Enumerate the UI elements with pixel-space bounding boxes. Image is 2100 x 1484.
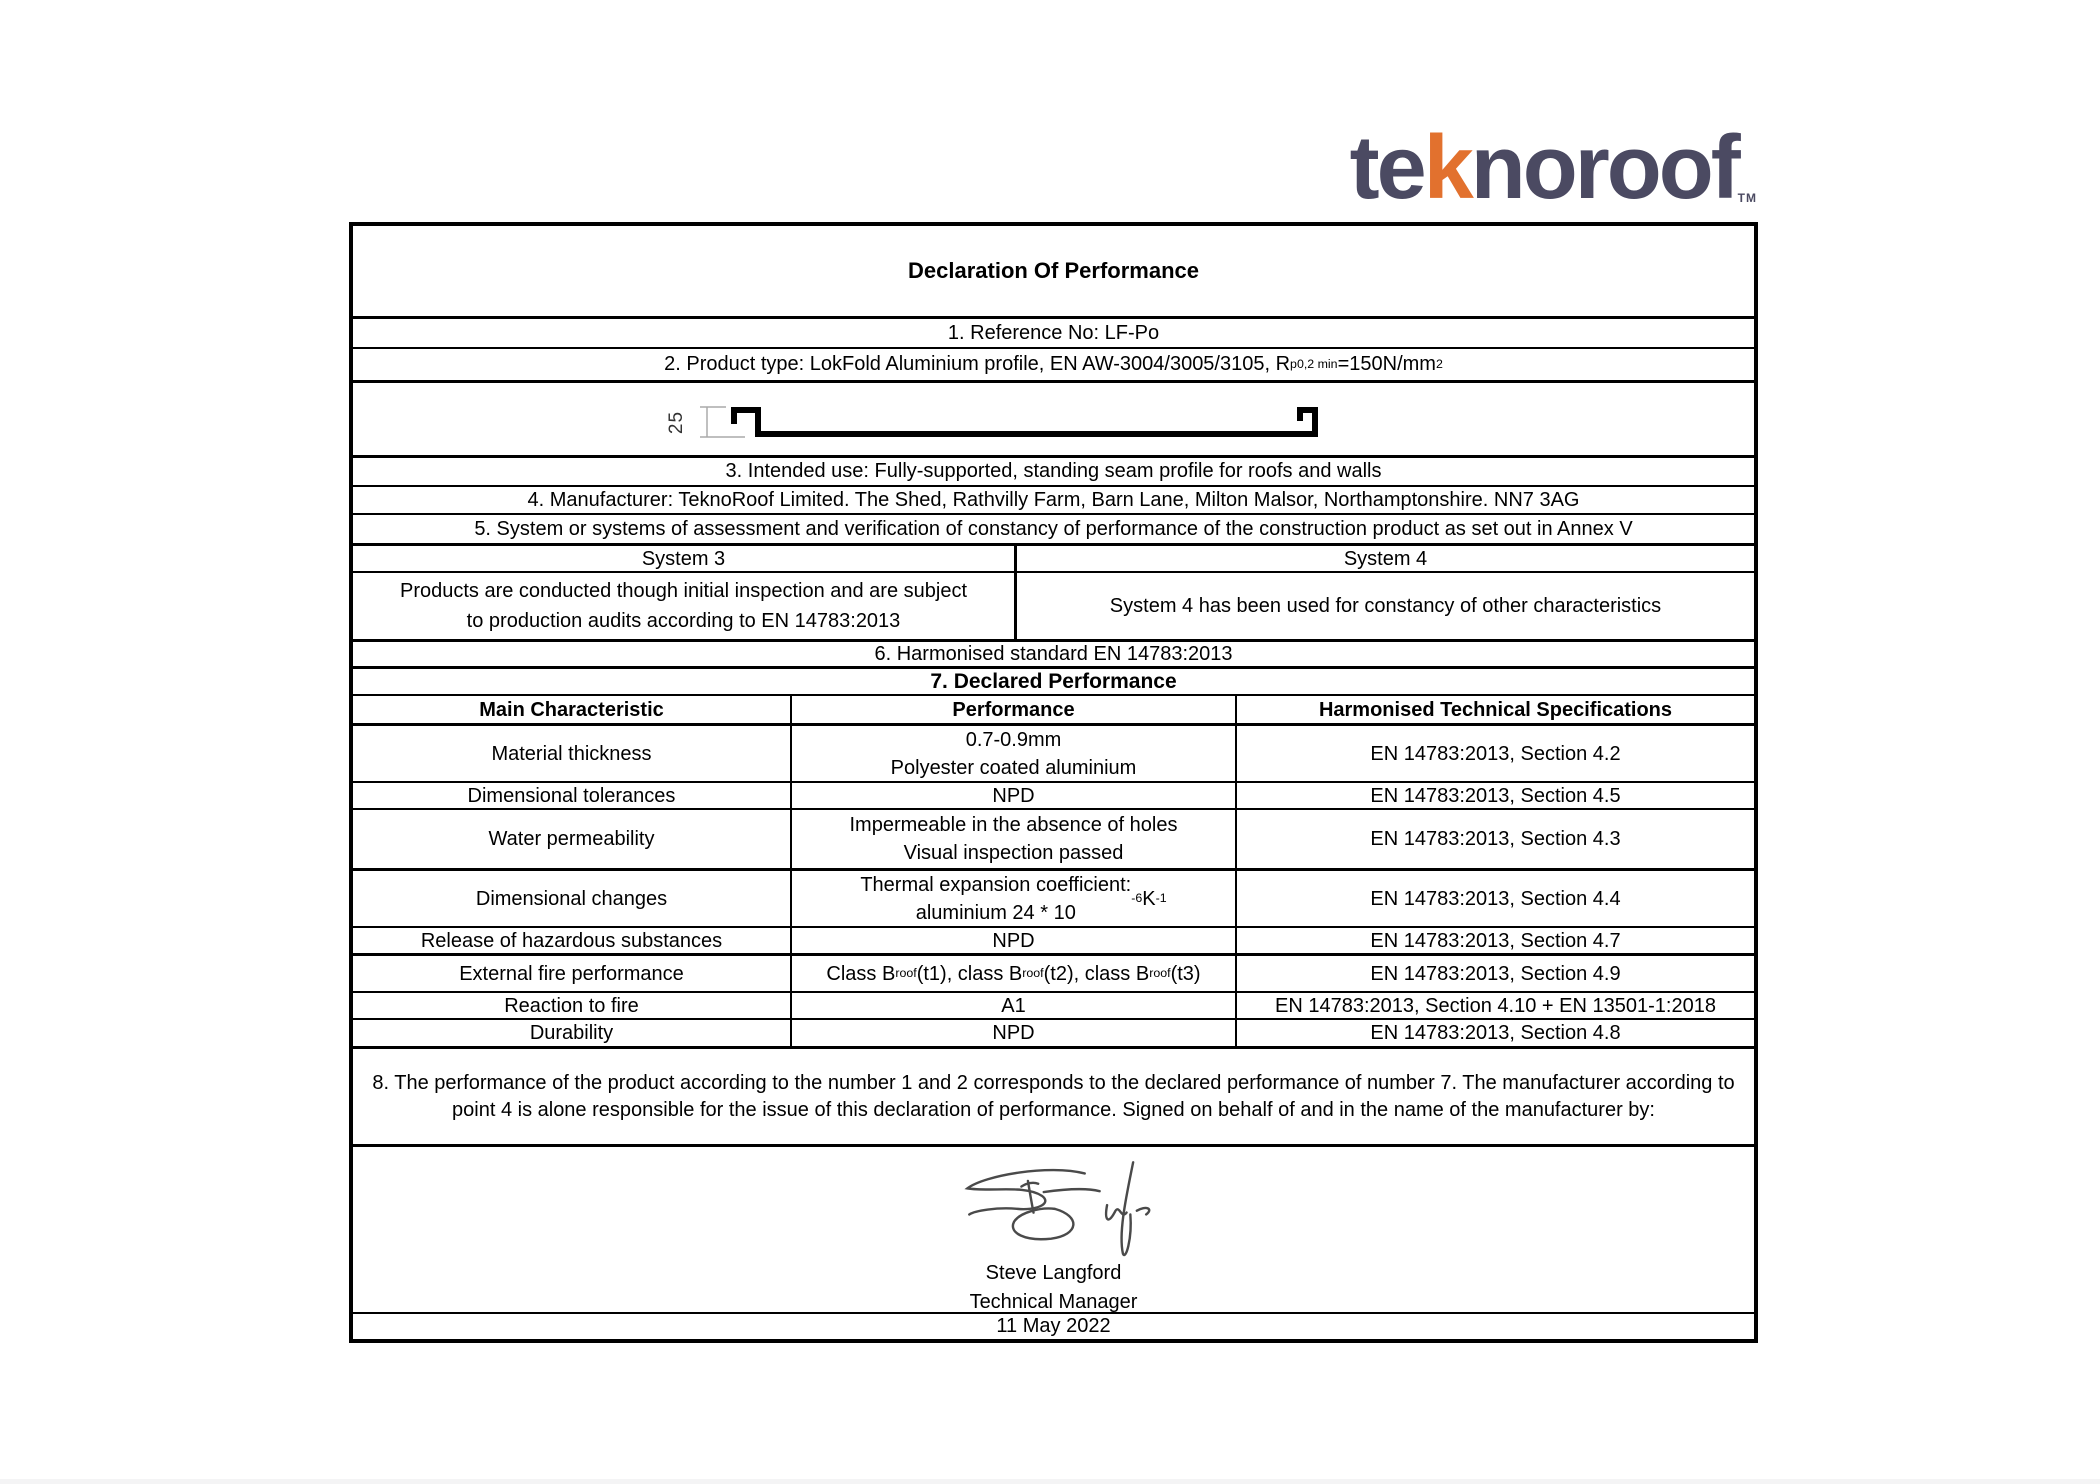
cell-specification: EN 14783:2013, Section 4.3 [1235,810,1754,868]
cell-performance: A1 [790,993,1235,1018]
performance-table-header [353,694,1754,723]
declaration-paragraph: 8. The performance of the product according to the number 1 and 2 corresponds to the declared performance of number 7. The manufacturer according to point 4 is alone responsible for the issue of this declaration of performance. Signed on behalf of and in the name of the manufacturer by: [353,1046,1754,1144]
logo-text [1350,118,1757,218]
system-4-description: System 4 has been used for constancy of other characteristics [1014,573,1754,639]
system-3-description: Products are conducted though initial inspection and are subject to production audits according to EN 14783:2013 [399,580,968,632]
table-row [353,953,1754,991]
profile-drawing [353,383,1754,455]
signatory-name: Steve Langford [985,1262,1122,1284]
cell-specification: EN 14783:2013, Section 4.5 [1235,783,1754,808]
cell-characteristic: Water permeability [488,828,655,850]
cell-characteristic: Dimensional tolerances [467,784,676,807]
declared-performance-title: 7. Declared Performance [353,666,1754,694]
document-title: Declaration Of Performance [908,258,1199,284]
cell-specification: EN 14783:2013, Section 4.7 [1235,928,1754,953]
cell-performance: NPD [790,783,1235,808]
dimension-label: 25 [666,410,688,435]
table-row [353,1018,1754,1046]
manufacturer-row: 4. Manufacturer: TeknoRoof Limited. The Shed, Rathvilly Farm, Barn Lane, Milton Malsor, Northamptonshire. NN7 3AG [353,485,1754,513]
table-row [353,723,1754,781]
column-header-characteristic: Main Characteristic [479,698,664,721]
cell-characteristic: Dimensional changes [475,887,668,910]
cell-performance: NPD [790,928,1235,953]
cell-performance: NPD [790,1020,1235,1046]
trademark-mark: TM [1737,191,1757,205]
system-note-row: 5. System or systems of assessment and verification of constancy of performance of the construction product as set out in Annex V [353,513,1754,543]
cell-specification: EN 14783:2013, Section 4.9 [1235,956,1754,991]
harmonised-standard-row: 6. Harmonised standard EN 14783:2013 [353,639,1754,666]
logo-accent-letter: k [1423,118,1471,218]
system-4-header: System 4 [1014,546,1754,571]
table-row [353,868,1754,926]
table-row [353,926,1754,953]
cell-characteristic: Reaction to fire [504,994,639,1017]
cell-characteristic: External fire performance [459,962,684,985]
systems-body-row [353,571,1754,639]
cell-specification: EN 14783:2013, Section 4.2 [1235,726,1754,781]
table-row [353,808,1754,868]
cell-characteristic: Material thickness [491,742,652,765]
cell-specification: EN 14783:2013, Section 4.4 [1235,871,1754,926]
cell-performance: Class B roof (t1), class B roof (t2), class B roof (t3) [790,956,1235,991]
column-header-specifications: Harmonised Technical Specifications [1235,696,1754,723]
cell-specification: EN 14783:2013, Section 4.10 + EN 13501-1:2018 [1235,993,1754,1018]
cell-performance: 0.7-0.9mm Polyester coated aluminium [790,726,1235,781]
cell-characteristic: Release of hazardous substances [420,929,723,952]
signature-date-row: 11 May 2022 [353,1312,1754,1339]
table-row [353,991,1754,1018]
product-type-row: 2. Product type: LokFold Aluminium profile, EN AW-3004/3005/3105, R p0,2 min =150N/mm 2 [353,347,1754,380]
profile-drawing-row [353,380,1754,455]
declaration-document [349,222,1758,1343]
signature [939,1153,1169,1261]
table-row [353,781,1754,808]
cell-performance: Impermeable in the absence of holes Visual inspection passed [790,810,1235,868]
logo-text-suffix: noroof [1470,118,1738,218]
systems-header-row [353,543,1754,571]
bottom-edge-strip [0,1479,2100,1484]
cell-specification: EN 14783:2013, Section 4.8 [1235,1020,1754,1046]
signature-block [353,1144,1754,1312]
intended-use-row: 3. Intended use: Fully-supported, standing seam profile for roofs and walls [353,455,1754,485]
performance-table-body [353,723,1754,1046]
reference-row: 1. Reference No: LF-Po [353,316,1754,347]
logo-text-prefix: te [1349,118,1424,218]
column-header-performance: Performance [790,696,1235,723]
signatory-role: Technical Manager [969,1291,1138,1313]
cell-characteristic: Durability [529,1022,614,1044]
system-3-header: System 3 [641,547,726,570]
cell-performance: Thermal expansion coefficient: aluminium 24 * 10 -6 K -1 [790,871,1235,926]
brand-logo [1349,118,1757,218]
